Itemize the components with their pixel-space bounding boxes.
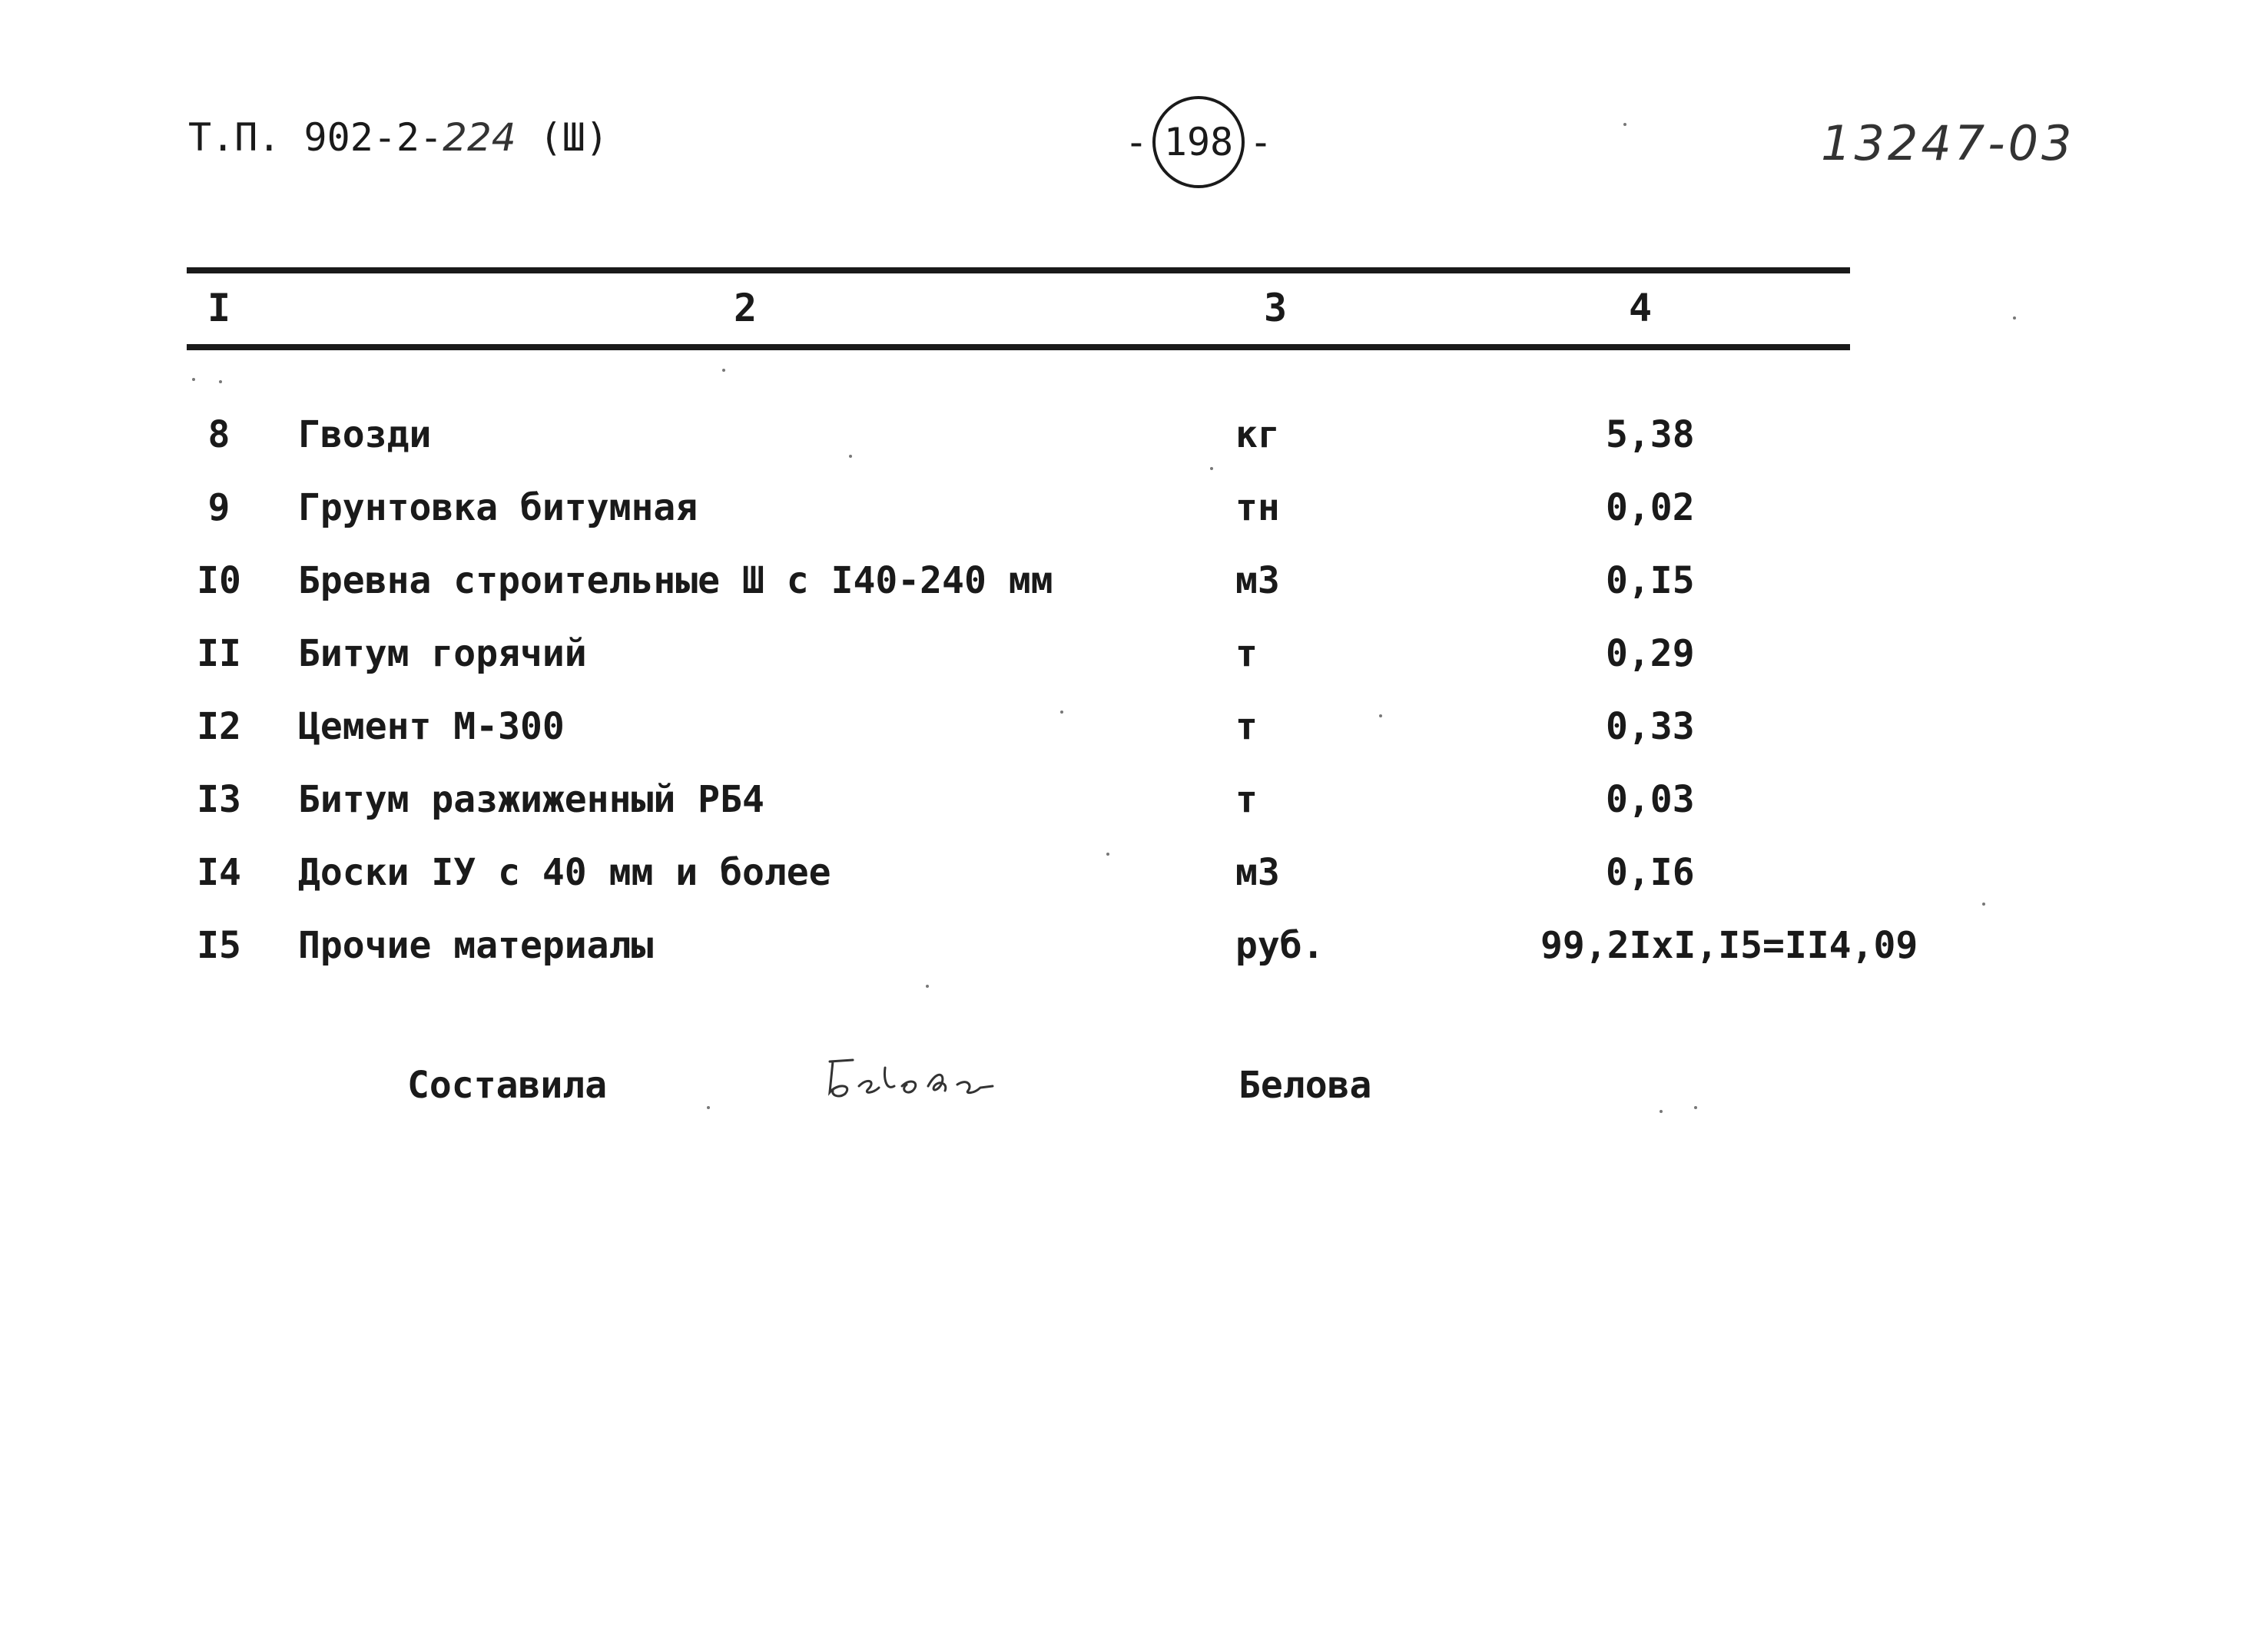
archive-number: 13247-03 bbox=[1821, 115, 2075, 171]
table-row bbox=[0, 632, 2268, 694]
row-number: I2 bbox=[197, 705, 241, 748]
row-unit: т bbox=[1235, 632, 1258, 675]
project-code-prefix: Т.П. 902-2- bbox=[188, 115, 443, 160]
row-unit: тн bbox=[1235, 486, 1280, 529]
scan-speck bbox=[1060, 711, 1063, 714]
column-number-4: 4 bbox=[1628, 286, 1653, 330]
page-number-value: 198 bbox=[1163, 120, 1234, 164]
row-material: Грунтовка битумная bbox=[298, 486, 698, 529]
row-quantity: 0,03 bbox=[1606, 778, 1695, 821]
column-number-1: I bbox=[207, 286, 231, 330]
table-row bbox=[0, 778, 2268, 840]
table-row bbox=[0, 924, 2268, 985]
row-material: Битум горячий bbox=[298, 632, 587, 675]
row-unit: т bbox=[1235, 778, 1258, 821]
page-number bbox=[1122, 96, 1275, 188]
compiled-by-label: Составила bbox=[407, 1064, 608, 1107]
scan-speck bbox=[192, 378, 195, 381]
table-row bbox=[0, 705, 2268, 767]
project-code-handwritten: 224 bbox=[443, 115, 516, 160]
row-material: Прочие материалы bbox=[298, 924, 654, 967]
project-code-suffix: (Ш) bbox=[539, 115, 608, 160]
row-material: Битум разжиженный РБ4 bbox=[298, 778, 764, 821]
row-unit: руб. bbox=[1235, 924, 1325, 967]
scan-speck bbox=[1982, 903, 1985, 906]
row-number: II bbox=[197, 632, 241, 675]
scan-speck bbox=[722, 369, 725, 372]
row-number: I4 bbox=[197, 851, 241, 894]
row-unit: кг bbox=[1235, 413, 1280, 456]
row-number: I0 bbox=[197, 559, 241, 602]
row-number: 9 bbox=[207, 486, 230, 529]
scan-speck bbox=[849, 455, 852, 458]
row-material: Цемент М-300 bbox=[298, 705, 565, 748]
scan-speck bbox=[1694, 1106, 1697, 1109]
table-row bbox=[0, 413, 2268, 475]
row-material: Гвозди bbox=[298, 413, 432, 456]
row-number: I3 bbox=[197, 778, 241, 821]
row-unit: м3 bbox=[1235, 559, 1280, 602]
scan-speck bbox=[1623, 123, 1626, 126]
row-number: I5 bbox=[197, 924, 241, 967]
scan-speck bbox=[219, 380, 222, 383]
row-unit: т bbox=[1235, 705, 1258, 748]
table-top-rule bbox=[187, 267, 1850, 273]
table-row bbox=[0, 851, 2268, 913]
row-quantity: 99,2IxI,I5=II4,09 bbox=[1540, 924, 1918, 967]
scan-speck bbox=[1379, 714, 1382, 717]
scan-speck bbox=[2013, 316, 2016, 320]
scan-speck bbox=[1106, 853, 1109, 856]
scan-speck bbox=[926, 985, 929, 988]
column-number-2: 2 bbox=[733, 286, 758, 330]
page-number-circle bbox=[1152, 96, 1245, 188]
row-quantity: 0,29 bbox=[1606, 632, 1695, 675]
scan-speck bbox=[1660, 1110, 1663, 1113]
row-quantity: 0,02 bbox=[1606, 486, 1695, 529]
row-quantity: 0,I6 bbox=[1606, 851, 1695, 894]
scan-speck bbox=[1210, 467, 1213, 470]
row-material: Доски IУ с 40 мм и более bbox=[298, 851, 831, 894]
row-material: Бревна строительные Ш с I40-240 мм bbox=[298, 559, 1053, 602]
project-code bbox=[188, 115, 608, 160]
row-quantity: 5,38 bbox=[1606, 413, 1695, 456]
scan-speck bbox=[707, 1106, 710, 1109]
table-row bbox=[0, 486, 2268, 548]
page-number-dash-right: - bbox=[1249, 120, 1273, 164]
handwritten-signature bbox=[822, 1046, 1022, 1108]
row-quantity: 0,33 bbox=[1606, 705, 1695, 748]
row-unit: м3 bbox=[1235, 851, 1280, 894]
table-header-rule bbox=[187, 344, 1850, 350]
page-number-dash-left: - bbox=[1124, 120, 1148, 164]
compiled-by-name: Белова bbox=[1238, 1064, 1372, 1107]
row-number: 8 bbox=[207, 413, 230, 456]
row-quantity: 0,I5 bbox=[1606, 559, 1695, 602]
column-number-3: 3 bbox=[1263, 286, 1288, 330]
table-row bbox=[0, 559, 2268, 621]
